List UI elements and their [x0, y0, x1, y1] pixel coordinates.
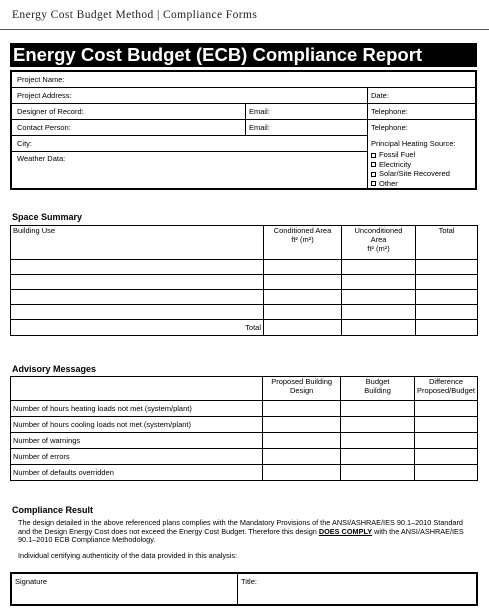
building-use-header: Building Use — [11, 226, 264, 260]
table-row: Number of errors — [11, 449, 478, 465]
table-row — [11, 305, 478, 320]
heating-option[interactable]: Electricity — [371, 160, 450, 170]
contact-email-field[interactable]: Email: — [249, 123, 270, 132]
table-row — [11, 320, 478, 336]
date-field[interactable]: Date: — [371, 91, 389, 100]
space-summary-heading: Space Summary — [12, 212, 83, 222]
difference-header: Difference Proposed/Budget — [415, 377, 478, 401]
designer-field[interactable]: Designer of Record: — [17, 107, 84, 116]
budget-building-header: Budget Building — [341, 377, 415, 401]
contact-person-field[interactable]: Contact Person: — [17, 123, 71, 132]
conditioned-area-header: Conditioned Area ft² (m²) — [264, 226, 342, 260]
heating-option[interactable]: Other — [371, 179, 450, 189]
signature-box — [10, 572, 478, 606]
designer-telephone-field[interactable]: Telephone: — [371, 107, 408, 116]
weather-data-field[interactable]: Weather Data: — [17, 154, 66, 163]
contact-telephone-field[interactable]: Telephone: — [371, 123, 408, 132]
advisory-messages-heading: Advisory Messages — [12, 364, 97, 374]
checkbox-icon[interactable] — [371, 153, 376, 158]
project-address-field[interactable]: Project Address: — [17, 91, 72, 100]
space-summary-table — [10, 225, 478, 336]
total-row-label: Total — [11, 320, 264, 336]
table-row: Number of hours cooling loads not met (system/plant) — [11, 417, 478, 433]
title-field[interactable]: Title: — [241, 577, 257, 586]
checkbox-icon[interactable] — [371, 172, 376, 177]
form-series-header: Energy Cost Budget Method | Compliance Forms — [12, 9, 258, 21]
header-rule — [0, 29, 489, 30]
city-field[interactable]: City: — [17, 139, 32, 148]
heating-option[interactable]: Fossil Fuel — [371, 150, 450, 160]
heating-source-label: Principal Heating Source: — [371, 139, 456, 148]
proposed-design-header: Proposed Building Design — [263, 377, 341, 401]
heating-option[interactable]: Solar/Site Recovered — [371, 169, 450, 179]
table-row: Number of defaults overridden — [11, 465, 478, 481]
unconditioned-area-header: Unconditioned Area ft² (m²) — [342, 226, 416, 260]
table-row: Number of warnings — [11, 433, 478, 449]
compliance-statement: The design detailed in the above referenced plans complies with the Mandatory Provisions of the ANSI/ASHRAE/IES 90.1–2010 Standard and the Design Energy Cost does not exceed the Energy Cost Budget. Therefore this design DOES COMPLY with the ANSI/ASHRAE/IES 90.1–2010 ECB Compliance Methodology. — [18, 518, 464, 544]
signature-field[interactable]: Signature — [15, 577, 48, 586]
compliance-emphasis: DOES COMPLY — [318, 526, 373, 536]
checkbox-icon[interactable] — [371, 162, 376, 167]
compliance-result-heading: Compliance Result — [12, 505, 94, 515]
checkbox-icon[interactable] — [371, 181, 376, 186]
table-row: Number of hours heating loads not met (system/plant) — [11, 401, 478, 417]
table-row — [11, 275, 478, 290]
table-row — [11, 260, 478, 275]
table-row — [11, 290, 478, 305]
advisory-table — [10, 376, 478, 481]
heating-source-options — [371, 150, 450, 188]
certify-statement: Individual certifying authenticity of the data provided in this analysis: — [18, 551, 238, 560]
report-title: Energy Cost Budget (ECB) Compliance Report — [10, 43, 477, 67]
total-header: Total — [416, 226, 478, 260]
designer-email-field[interactable]: Email: — [249, 107, 270, 116]
project-info-box — [10, 70, 477, 190]
project-name-field[interactable]: Project Name: — [17, 75, 65, 84]
